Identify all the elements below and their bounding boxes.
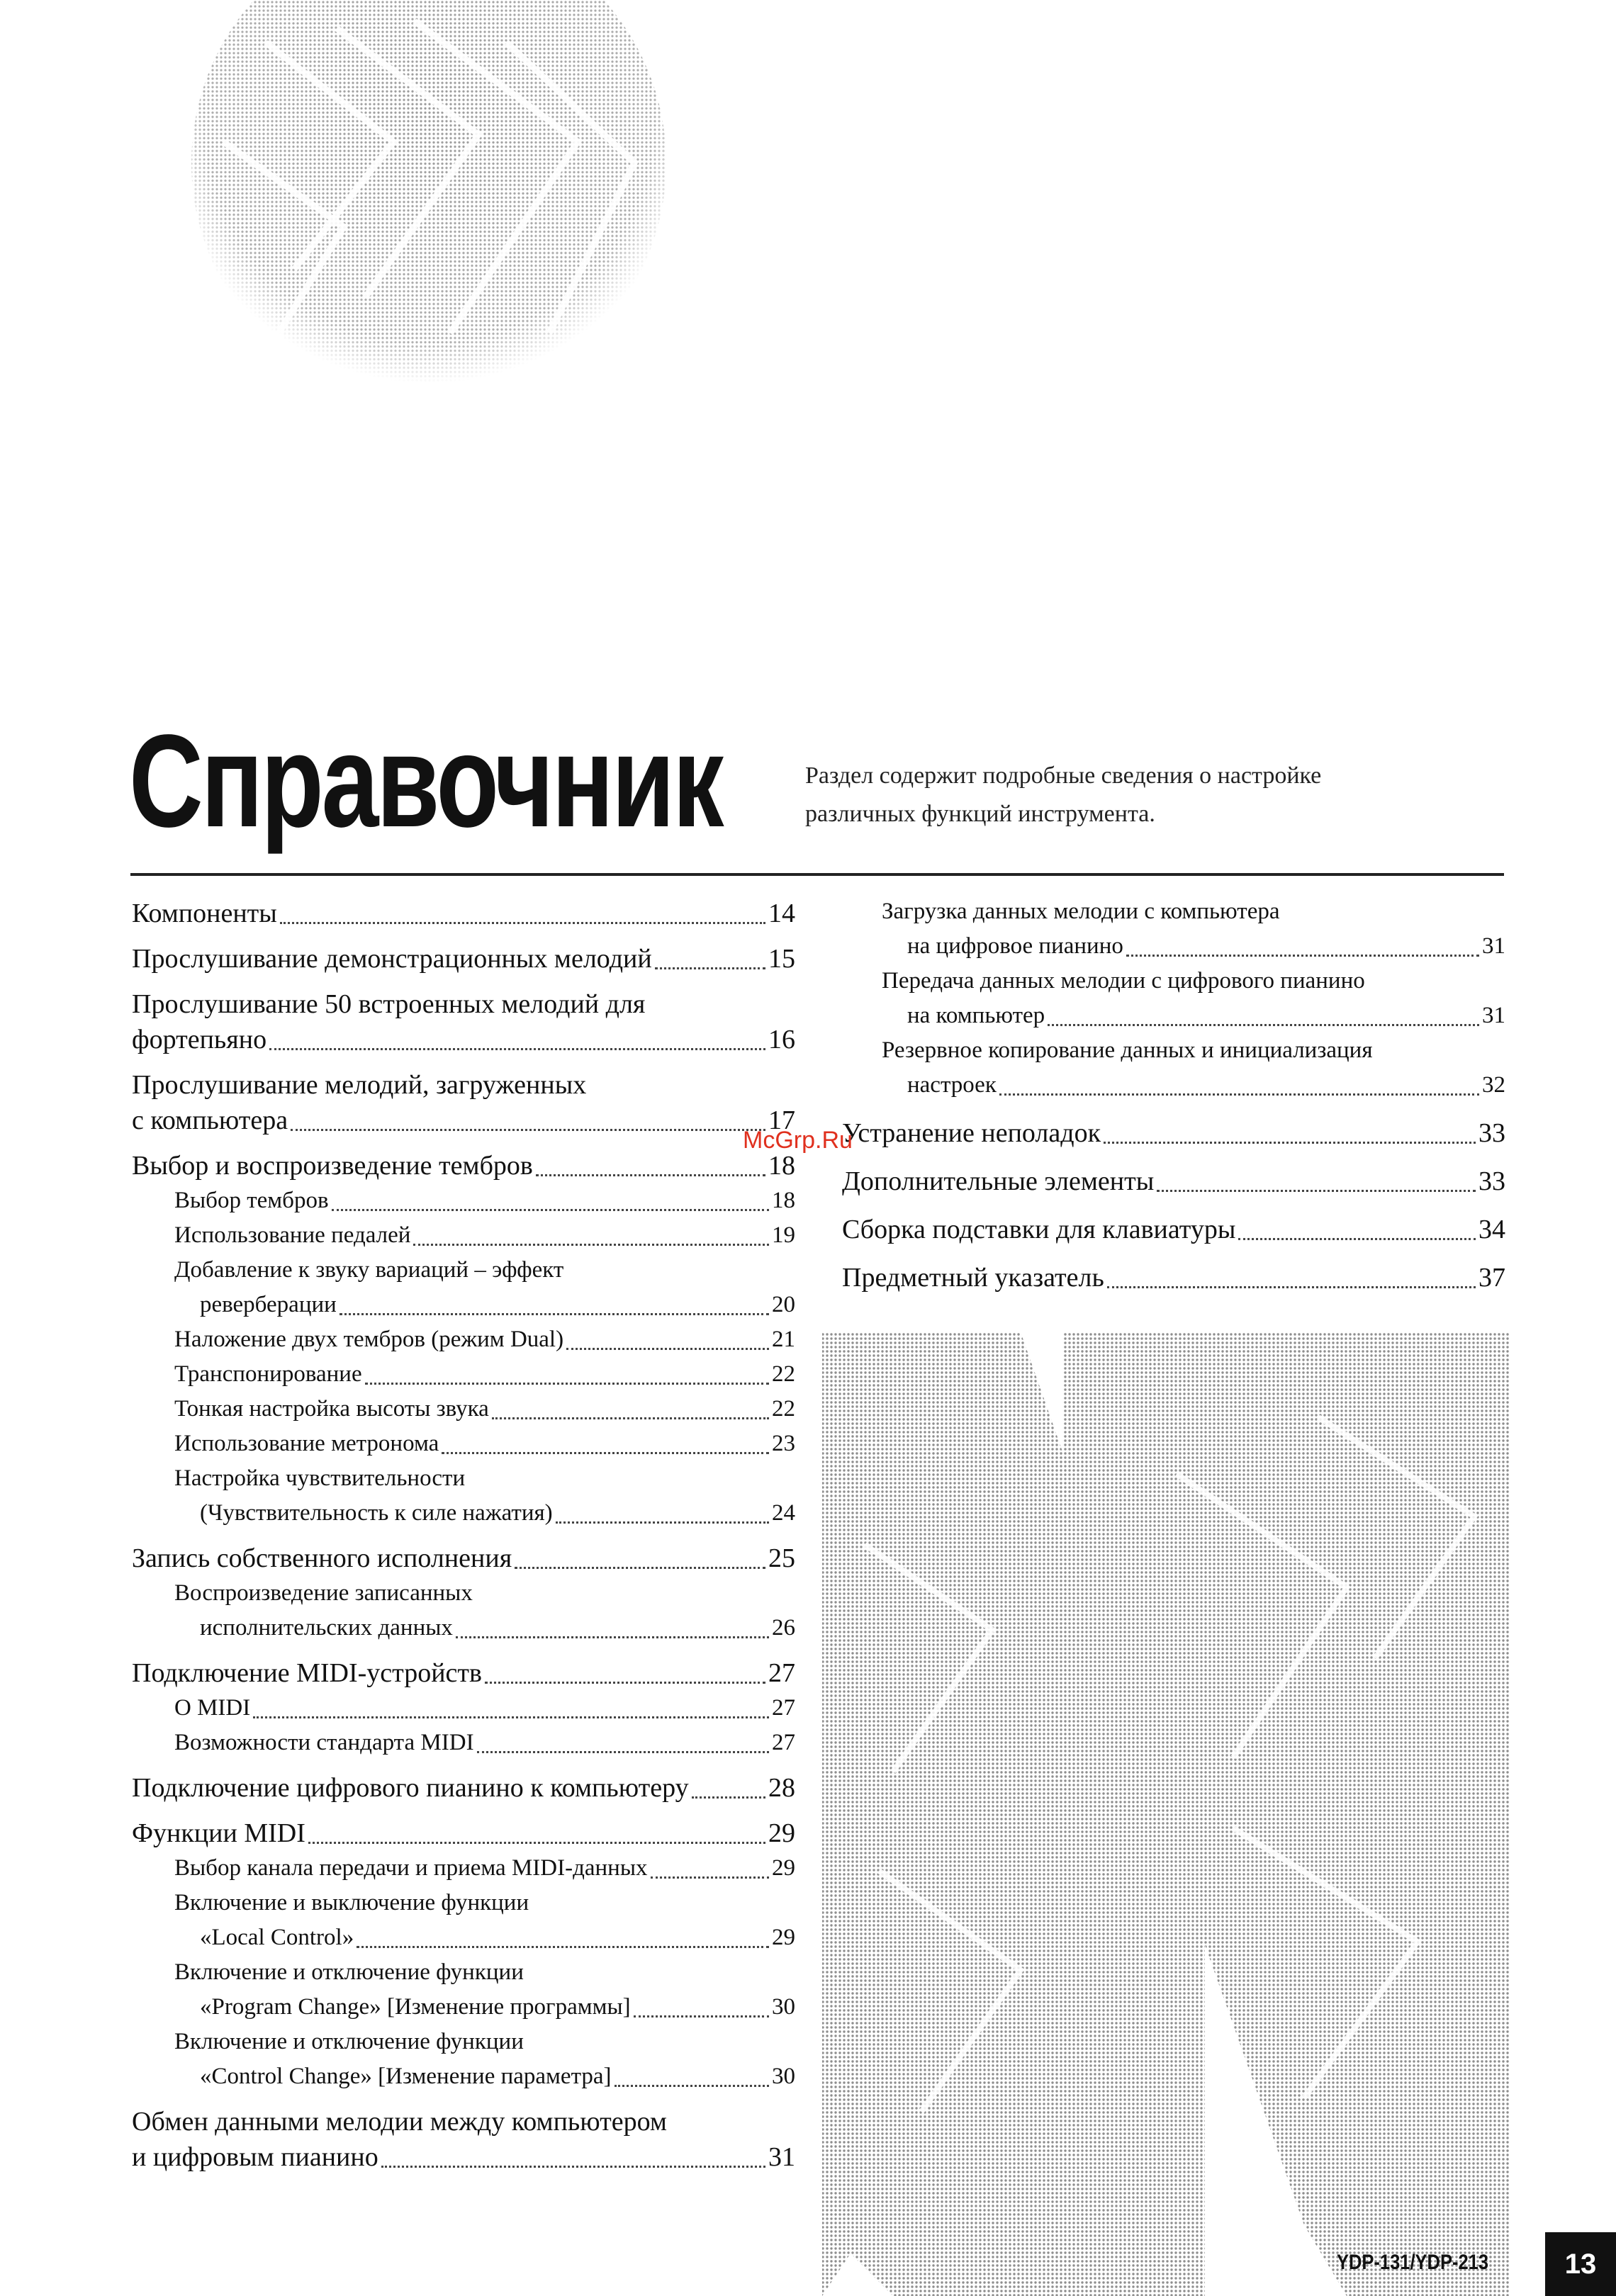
toc-subentry[interactable]: [842, 894, 1505, 964]
toc-entry-title-line: Настройка чувствительности: [174, 1465, 466, 1491]
toc-subentry[interactable]: [842, 1033, 1505, 1103]
toc-entry-title: и цифровым пианино: [132, 2142, 378, 2172]
toc-page-number: 30: [772, 2064, 795, 2089]
toc-entry-title: настроек: [907, 1072, 997, 1098]
toc-entry[interactable]: [842, 1260, 1505, 1295]
toc-entry[interactable]: [132, 941, 795, 977]
toc-entry-title: фортепьяно: [132, 1025, 267, 1054]
toc-entry-title: «Local Control»: [200, 1925, 354, 1950]
toc-entry-title: Использование педалей: [174, 1222, 411, 1248]
toc-entry-title: «Program Change» [Изменение программы]: [200, 1994, 631, 2020]
toc-entry[interactable]: [132, 1770, 795, 1806]
toc-entry-title-line: Прослушивание мелодий, загруженных: [132, 1070, 587, 1100]
page-title: Справочник: [129, 708, 722, 855]
toc-subentry[interactable]: [132, 1726, 795, 1760]
toc-page-number: 16: [768, 1025, 795, 1054]
toc-entry-title: Функции MIDI: [132, 1818, 305, 1848]
dot-leader: [381, 2166, 765, 2168]
toc-page-number: 17: [768, 1105, 795, 1135]
toc-entry[interactable]: [842, 1115, 1505, 1151]
toc-page-number: 34: [1478, 1215, 1505, 1244]
toc-page-number: 24: [772, 1500, 795, 1526]
toc-subentry[interactable]: [132, 1461, 795, 1531]
toc-entry-title: исполнительских данных: [200, 1615, 453, 1641]
toc-entry-title: на цифровое пианино: [907, 933, 1123, 959]
dot-leader: [692, 1796, 765, 1799]
toc-entry-title: Сборка подставки для клавиатуры: [842, 1215, 1236, 1244]
intro-line: Раздел содержит подробные сведения о настройке: [805, 762, 1322, 789]
toc-page-number: 31: [1482, 1003, 1505, 1028]
dot-leader: [1104, 1142, 1476, 1144]
toc-subentry[interactable]: [132, 1183, 795, 1218]
toc-page-number: 18: [768, 1151, 795, 1181]
toc-entry-title: с компьютера: [132, 1105, 288, 1135]
toc-entry-title-line: Добавление к звуку вариаций – эффект: [174, 1257, 564, 1283]
toc-entry-title-line: Прослушивание 50 встроенных мелодий для: [132, 989, 646, 1019]
toc-entry-title: Использование метронома: [174, 1431, 439, 1456]
footer-model-name: YDP-131/YDP-213: [1337, 2251, 1489, 2274]
decorative-halftone-letter-n: [808, 1332, 1517, 2296]
toc-entry-title: Предметный указатель: [842, 1263, 1104, 1293]
toc-page-number: 18: [772, 1188, 795, 1213]
toc-entry-title: Возможности стандарта MIDI: [174, 1730, 474, 1755]
toc-page-number: 22: [772, 1396, 795, 1422]
dot-leader: [1126, 955, 1479, 957]
toc-right-column: [842, 894, 1505, 1295]
dot-leader: [615, 2085, 769, 2087]
toc-page-number: 29: [772, 1855, 795, 1881]
dot-leader: [291, 1129, 765, 1131]
dot-leader: [492, 1417, 769, 1419]
toc-entry[interactable]: [132, 1541, 795, 1576]
toc-entry-title-line: Обмен данными мелодии между компьютером: [132, 2107, 667, 2137]
toc-page-number: 30: [772, 1994, 795, 2020]
watermark: McGrp.Ru: [743, 1127, 853, 1154]
decorative-halftone-circle: [181, 0, 677, 432]
toc-entry-title: Транспонирование: [174, 1361, 362, 1387]
dot-leader: [269, 1048, 765, 1050]
toc-entry-title: (Чувствительность к силе нажатия): [200, 1500, 553, 1526]
toc-page-number: 14: [768, 899, 795, 928]
page-number-badge: [1545, 2232, 1616, 2296]
toc-page-number: 37: [1478, 1263, 1505, 1293]
dot-leader: [280, 922, 765, 924]
dot-leader: [442, 1452, 769, 1454]
dot-leader: [1157, 1190, 1476, 1192]
dot-leader: [1048, 1024, 1479, 1026]
dot-leader: [999, 1093, 1479, 1096]
toc-subentry[interactable]: [132, 1357, 795, 1392]
dot-leader: [1238, 1238, 1476, 1240]
dot-leader: [1107, 1286, 1476, 1288]
toc-entry-title: Запись собственного исполнения: [132, 1543, 512, 1573]
toc-entry-title: Подключение MIDI-устройств: [132, 1658, 482, 1688]
toc-page-number: 22: [772, 1361, 795, 1387]
toc-subentry[interactable]: [132, 1886, 795, 1955]
toc-page-number: 23: [772, 1431, 795, 1456]
toc-entry[interactable]: [132, 1655, 795, 1691]
toc-page-number: 20: [772, 1292, 795, 1317]
page-number: 13: [1564, 2248, 1597, 2280]
toc-left-column: [132, 896, 795, 2175]
toc-entry-title: Выбор канала передачи и приема MIDI-данных: [174, 1855, 648, 1881]
toc-subentry[interactable]: [132, 2025, 795, 2094]
toc-subentry[interactable]: [132, 1691, 795, 1726]
toc-subentry[interactable]: [132, 1322, 795, 1357]
toc-page-number: 19: [772, 1222, 795, 1248]
dot-leader: [536, 1174, 765, 1176]
toc-page-number: 33: [1478, 1118, 1505, 1148]
toc-page-number: 33: [1478, 1166, 1505, 1196]
toc-entry-title: Тонкая настройка высоты звука: [174, 1396, 489, 1422]
toc-page-number: 31: [1482, 933, 1505, 959]
dot-leader: [566, 1348, 769, 1350]
toc-subentry[interactable]: [132, 1851, 795, 1886]
toc-entry-title: Выбор тембров: [174, 1188, 329, 1213]
toc-entry-title: Выбор и воспроизведение тембров: [132, 1151, 533, 1181]
toc-entry[interactable]: [842, 1212, 1505, 1247]
toc-entry[interactable]: [132, 896, 795, 931]
toc-entry[interactable]: [842, 1164, 1505, 1199]
toc-entry[interactable]: [132, 1816, 795, 1851]
toc-subentry[interactable]: [842, 964, 1505, 1033]
toc-page-number: 28: [768, 1773, 795, 1803]
toc-entry-title-line: Включение и отключение функции: [174, 2029, 524, 2054]
dot-leader: [655, 967, 765, 969]
toc-entry-title-line: Резервное копирование данных и инициализация: [882, 1037, 1373, 1063]
dot-leader: [556, 1521, 769, 1524]
dot-leader: [634, 2015, 769, 2018]
toc-entry[interactable]: [132, 1148, 795, 1183]
toc-entry-title-line: Передача данных мелодии с цифрового пианино: [882, 968, 1365, 994]
title-divider: [130, 873, 1504, 876]
toc-entry-title: на компьютер: [907, 1003, 1045, 1028]
toc-page-number: 29: [768, 1818, 795, 1848]
dot-leader: [308, 1842, 765, 1844]
toc-entry-title: Устранение неполадок: [842, 1118, 1101, 1148]
toc-subentry[interactable]: [132, 1955, 795, 2025]
toc-entry-title-line: Включение и выключение функции: [174, 1890, 529, 1915]
toc-entry-title: Дополнительные элементы: [842, 1166, 1155, 1196]
toc-entry-title: «Control Change» [Изменение параметра]: [200, 2064, 612, 2089]
toc-entry[interactable]: [132, 2104, 795, 2175]
dot-leader: [340, 1313, 769, 1315]
toc-entry-title: Подключение цифрового пианино к компьютеру: [132, 1773, 689, 1803]
toc-subentry[interactable]: [132, 1218, 795, 1253]
toc-page-number: 26: [772, 1615, 795, 1641]
dot-leader: [365, 1383, 769, 1385]
toc-entry[interactable]: [132, 986, 795, 1057]
toc-page-number: 29: [772, 1925, 795, 1950]
toc-subentry[interactable]: [132, 1253, 795, 1322]
dot-leader: [651, 1876, 769, 1879]
dot-leader: [332, 1209, 769, 1211]
toc-entry-title: реверберации: [200, 1292, 337, 1317]
dot-leader: [515, 1567, 765, 1569]
section-intro: [805, 757, 1500, 833]
toc-entry-title: Прослушивание демонстрационных мелодий: [132, 944, 652, 974]
dot-leader: [253, 1716, 769, 1718]
dot-leader: [456, 1636, 769, 1638]
dot-leader: [477, 1751, 769, 1753]
toc-entry-title: Наложение двух тембров (режим Dual): [174, 1327, 564, 1352]
dot-leader: [357, 1946, 769, 1948]
toc-subentry[interactable]: [132, 1426, 795, 1461]
toc-page-number: 27: [772, 1730, 795, 1755]
toc-entry-title-line: Загрузка данных мелодии с компьютера: [882, 899, 1280, 924]
toc-subentry[interactable]: [132, 1576, 795, 1645]
toc-page-number: 21: [772, 1327, 795, 1352]
toc-page-number: 27: [768, 1658, 795, 1688]
intro-line: различных функций инструмента.: [805, 801, 1155, 827]
dot-leader: [413, 1244, 769, 1246]
toc-entry-title: О MIDI: [174, 1695, 251, 1721]
toc-page-number: 25: [768, 1543, 795, 1573]
dot-leader: [485, 1682, 765, 1684]
toc-page-number: 15: [768, 944, 795, 974]
toc-page-number: 32: [1482, 1072, 1505, 1098]
toc-entry[interactable]: [132, 1067, 795, 1138]
toc-page-number: 31: [768, 2142, 795, 2172]
toc-entry-title-line: Включение и отключение функции: [174, 1959, 524, 1985]
toc-entry-title-line: Воспроизведение записанных: [174, 1580, 473, 1606]
toc-subentry[interactable]: [132, 1392, 795, 1426]
toc-page-number: 27: [772, 1695, 795, 1721]
toc-entry-title: Компоненты: [132, 899, 277, 928]
